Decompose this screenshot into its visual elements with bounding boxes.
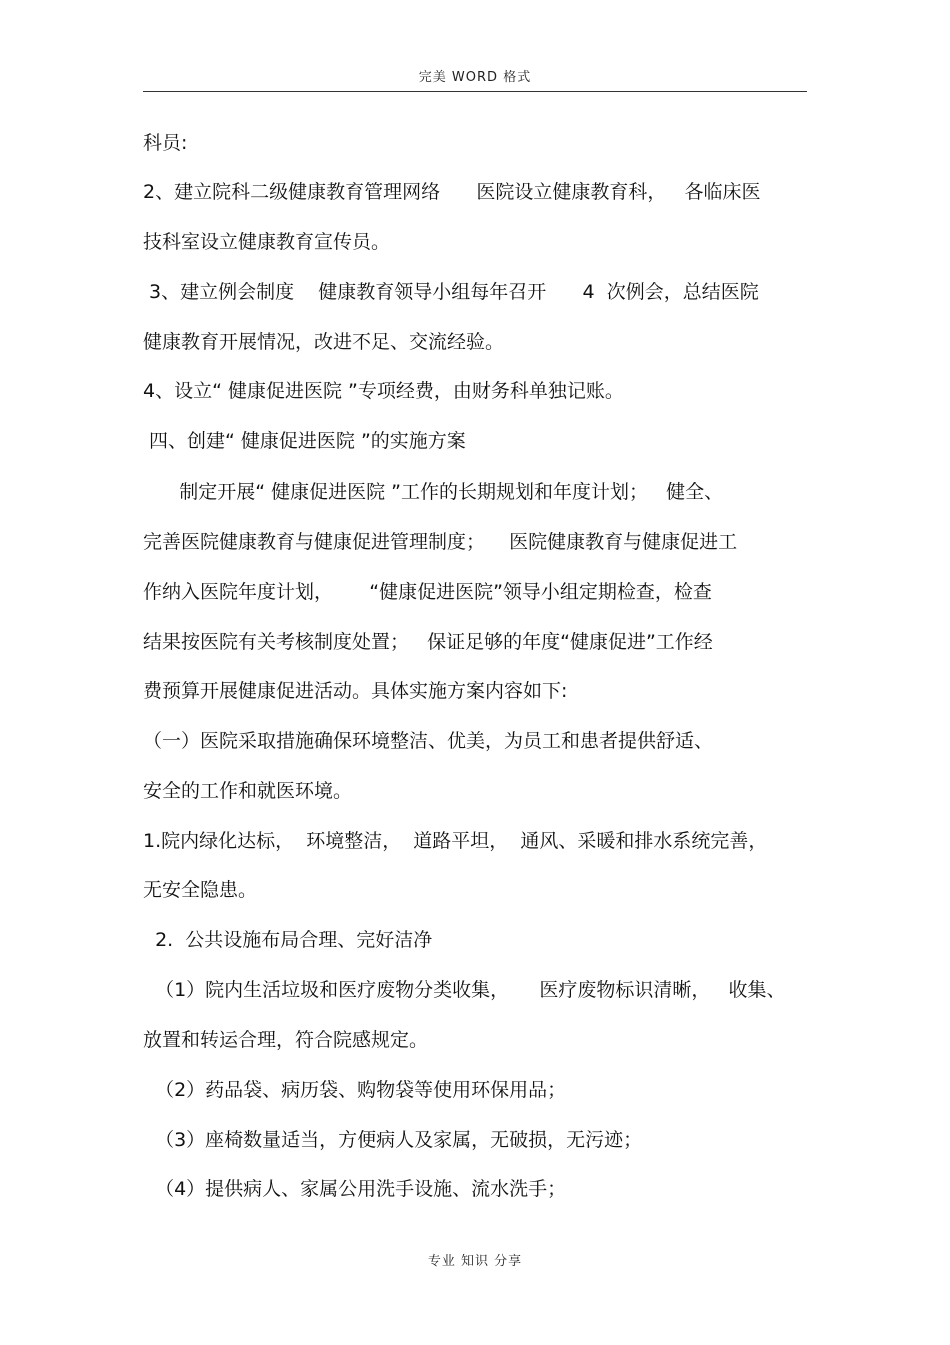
text-line: （4）提供病人、家属公用洗手设施、流水洗手； — [143, 1178, 567, 1200]
text-line: （3）座椅数量适当，方便病人及家属，无破损，无污迹； — [143, 1129, 643, 1151]
text-line: 费预算开展健康促进活动。具体实施方案内容如下: — [143, 680, 568, 702]
text-line: （2）药品袋、病历袋、购物袋等使用环保用品； — [143, 1079, 567, 1101]
section-heading: 四、创建“ 健康促进医院 ”的实施方案 — [143, 430, 466, 452]
text-line: 3、建立例会制度 健康教育领导小组每年召开 4 次例会，总结医院 — [143, 281, 759, 303]
text-line: 安全的工作和就医环境。 — [143, 780, 353, 802]
text-line: 4、设立“ 健康促进医院 ”专项经费，由财务科单独记账。 — [143, 380, 624, 402]
text-line: （一）医院采取措施确保环境整洁、优美，为员工和患者提供舒适、 — [143, 730, 714, 752]
text-line: 2、建立院科二级健康教育管理网络 医院设立健康教育科， 各临床医 — [143, 181, 761, 203]
text-line: 无安全隐患。 — [143, 879, 258, 901]
text-line: 完善医院健康教育与健康促进管理制度； 医院健康教育与健康促进工 — [143, 531, 738, 553]
text-line: （1）院内生活垃圾和医疗废物分类收集， 医疗废物标识清晰， 收集、 — [143, 979, 786, 1001]
text-line: 放置和转运合理，符合院感规定。 — [143, 1029, 429, 1051]
text-line: 技科室设立健康教育宣传员。 — [143, 231, 391, 253]
header-rule — [143, 91, 807, 92]
text-line: 健康教育开展情况，改进不足、交流经验。 — [143, 331, 505, 353]
text-line: 科员: — [143, 132, 188, 154]
text-line: 作纳入医院年度计划， “健康促进医院”领导小组定期检查，检查 — [143, 581, 712, 603]
page-header: 完美 WORD 格式 — [418, 70, 532, 85]
text-line: 2. 公共设施布局合理、完好洁净 — [143, 929, 433, 951]
page-footer: 专业 知识 分享 — [427, 1254, 523, 1269]
text-line: 结果按医院有关考核制度处置； 保证足够的年度“健康促进”工作经 — [143, 631, 713, 653]
text-line: 1.院内绿化达标， 环境整洁， 道路平坦， 通风、采暖和排水系统完善， — [143, 830, 768, 852]
text-line: 制定开展“ 健康促进医院 ”工作的长期规划和年度计划； 健全、 — [143, 481, 724, 503]
